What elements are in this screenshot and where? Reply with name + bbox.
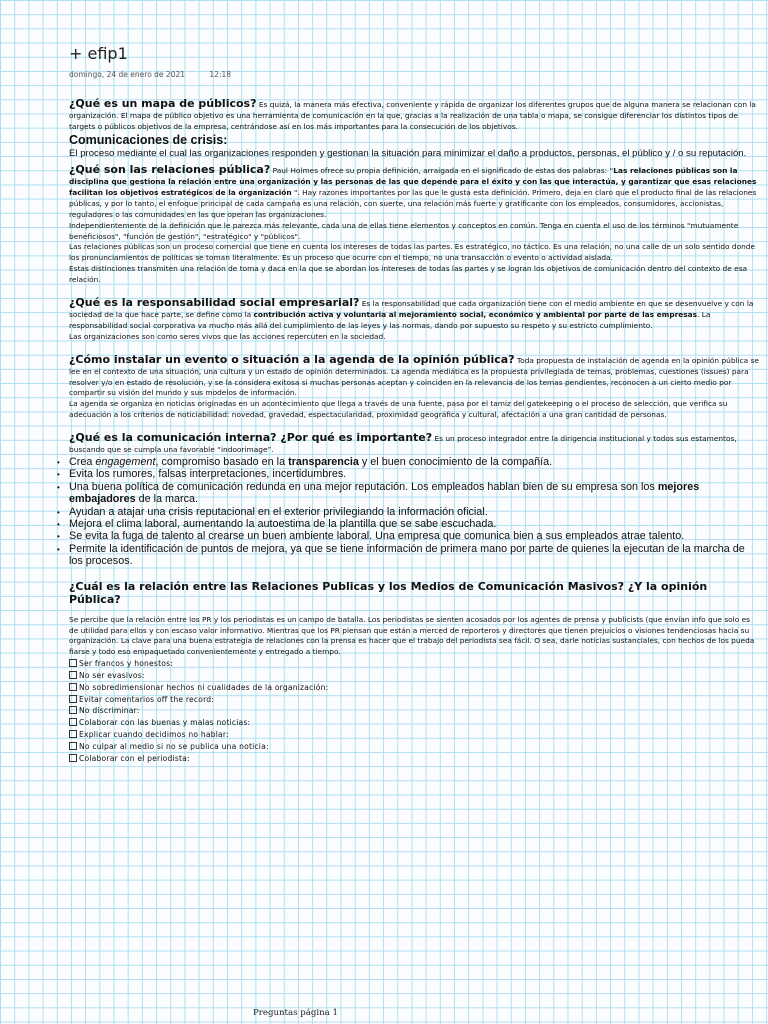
list-item: Ser francos y honestos: [69,658,761,670]
list-item: Explicar cuando decidimos no hablar: [69,729,761,741]
list-item: • Permite la identificación de puntos de mejora, ya que se tiene información de primera mano por parte de quienes la ejecutan de la marcha de los procesos. [69,543,761,568]
section-agenda [69,352,761,421]
list-item: • Mejora el clima laboral, aumentando la autoestima de la plantilla que se sabe escuchada. [69,518,761,530]
list-item: Colaborar con el periodista: [69,753,761,765]
checkbox-icon [69,742,77,750]
page-datetime [69,70,253,79]
list-item: Evitar comentarios off the record: [69,694,761,706]
section-comunicacion-interna [69,433,761,567]
notes-body [69,99,761,764]
answer-rse-bold: contribución activa y voluntaria al mejoramiento social, económico y ambiental por parte de las empresas [253,310,698,319]
checkbox-icon [69,659,77,667]
benefits-list [69,456,761,568]
checkbox-icon [69,683,77,691]
checkbox-icon [69,718,77,726]
question-agenda: ¿Cómo instalar un evento o situación a la agenda de la opinión pública? [69,352,515,366]
answer-pr-medios: Se percibe que la relación entre los PR y los periodistas es un campo de batalla. Los periodistas se sienten acosados por los agentes de prensa y publicists (que envían info que solo es de utilidad para ellos y con escaso valor informativo. Mientras que los PR piensan que están a merced de reporteros y directores que tienen prejuicios o visiones tendenciosas hacia su organización. La clave para una buena estrategia de relaciones con la prensa es hacer que el trabajo del periodista sea fácil. O sea, darle noticias sustanciales, con hechos de los pueda fiarse y todo eso empaquetado convenientemente y entregado a tiempo. [69,614,755,657]
list-item: • Evita los rumores, falsas interpretaciones, incertidumbres. [69,468,761,480]
page-title: + efip1 [69,44,128,63]
answer-rp-part1: Paul Holmes ofrece su propia definición, arraigada en el significado de estas dos palabras: “ [270,166,614,176]
checklist [69,658,761,764]
section-mapa-publicos [69,99,761,133]
section-rse [69,298,761,343]
list-item: • Una buena política de comunicación redunda en una mejor reputación. Los empleados hablan bien de su empresa son los mejores embajadores de la marca. [69,481,761,506]
list-item: • Ayudan a atajar una crisis reputacional en el exterior privilegiando la información oficial. [69,506,761,518]
checkbox-icon [69,671,77,679]
list-item: No culpar al medio si no se publica una noticia: [69,741,761,753]
answer-rse-part1: Es la responsabilidad que cada organización tiene con el medio ambiente en que se desenvuelve y con la sociedad de la que hace parte, se define como la [69,299,754,319]
question-pr-medios: ¿Cuál es la relación entre las Relaciones Publicas y los Medios de Comunicación Masivos? ¿Y la opinión Pública? [69,579,708,606]
answer-comunicacion-interna: Es un proceso integrador entre la dirigencia institucional y todos sus estamentos, buscando que se cumpla una favorable “indoorimage”. [69,434,737,455]
list-item: • Se evita la fuga de talento al crearse un buen ambiente laboral. Una empresa que comunica bien a sus empleados atrae talento. [69,530,761,542]
rp-paragraph-3: Las relaciones públicas son un proceso comercial que tiene en cuenta los intereses de todas las partes. Es estratégico, no táctico. Es una relación, no una calle de un solo sentido donde los pronunciamientos de políticas se toman literalmente. Es un proceso que ocurre con el tiempo, no una transacción o evento o actividad aislada. [69,242,756,263]
answer-rp-bold: Las relaciones públicas son la disciplina que gestiona la relación entre una organización y las personas de las que depende para el éxito y con las que interactúa, y garantizar que esas relaciones facilitan los objetivos estratégicos de la organización [69,166,757,197]
checkbox-icon [69,754,77,762]
rse-paragraph-2: Las organizaciones son como seres vivos que las acciones repercuten en la sociedad. [69,331,386,341]
list-item: No discriminar: [69,705,761,717]
page-footer: Preguntas página 1 [253,1008,338,1018]
agenda-paragraph-2: La agenda se organiza en noticias originadas en un acontecimiento que llega a través de una fuente, pasa por el tamiz del gatekeeping o el proceso de selección, que verifica su adecuación a los criterios de noticiabilidad: novedad, gravedad, espectacularidad, proximidad geográfica y cultural, afectación a una gran cantidad de personas. [69,399,728,420]
list-item: No sobredimensionar hechos ni cualidades de la organización: [69,682,761,694]
section-pr-medios [69,580,761,765]
checkbox-icon [69,706,77,714]
question-mapa-publicos: ¿Qué es un mapa de públicos? [69,97,257,110]
section-crisis [69,133,761,159]
rp-paragraph-4: Estas distinciones transmiten una relación de toma y daca en la que se abordan los intereses de todas las partes y se logran los objetivos de comunicación dentro del contexto de esa relación. [69,264,748,285]
list-item: No ser evasivos: [69,670,761,682]
checkbox-icon [69,730,77,738]
list-item: Colaborar con las buenas y malas noticias: [69,717,761,729]
section-relaciones-publicas [69,165,761,286]
text-crisis: El proceso mediante el cual las organizaciones responden y gestionan la situación para minimizar el daño a productos, personas, el público y / o su reputación. [69,147,747,159]
answer-rse-part2: . La responsabilidad social corporativa va mucho más allá del cumplimiento de las leyes y las normas, dando por supuesto su respeto y su estricto cumplimiento. [69,310,711,330]
checkbox-icon [69,695,77,703]
question-comunicacion-interna: ¿Qué es la comunicación interna? ¿Por qué es importante? [69,431,433,445]
answer-rp-part2: ". Hay razones importantes por las que le gusta esta definición. Primero, deja en claro que el producto final de las relaciones públicas, y por lo tanto, el enfoque principal de cada campaña es una relación, con suerte, una relación más fuerte y gratificante con los empleados, consumidores, accionistas, reguladores o las comunidades en las que operan las organizaciones. [69,187,757,219]
page-time: 12:18 [209,70,232,79]
rp-paragraph-2: Independientemente de la definición que le parezca más relevante, cada una de ellas tiene elementos y conceptos en común. Tenga en cuenta el uso de los términos "mutuamente beneficiosos", "función de gestión", "estratégico" y "públicos". [69,220,739,241]
question-rse: ¿Qué es la responsabilidad social empresarial? [69,296,360,310]
answer-mapa-publicos: Es quizá, la manera más efectiva, conveniente y rápida de organizar los diferentes grupos que de alguna manera se relacionan con la organización. El mapa de público objetivo es una herramienta de comunicación en la que, gracias a la realización de una tabla o mapa, se consigue diferenciar los distintos tipos de targets o públicos objetivos de la empresa, centrándose así en los más importantes para la consecución de los objetivos. [69,100,756,131]
list-item: • Crea engagement, compromiso basado en la transparencia y el buen conocimiento de la compañía. [69,456,761,468]
answer-agenda: Toda propuesta de instalación de agenda en la opinión pública se lee en el contexto de una situación, una cultura y un estado de opinión determinados. La agenda mediática es la propuesta privilegiada de temas, problemas, cuestiones (issues) para resolver y/o en estado de resolución, y se la considera exitosa si muchas personas aceptan y coinciden en la relevancia de los temas pendientes, reconocen a un cierto medio por compartir su visión del mundo y sus modelos de información. [69,355,759,398]
page-date: domingo, 24 de enero de 2021 [69,70,186,79]
heading-crisis: Comunicaciones de crisis: [69,132,228,147]
question-relaciones-publicas: ¿Qué son las relaciones pública? [69,163,271,177]
